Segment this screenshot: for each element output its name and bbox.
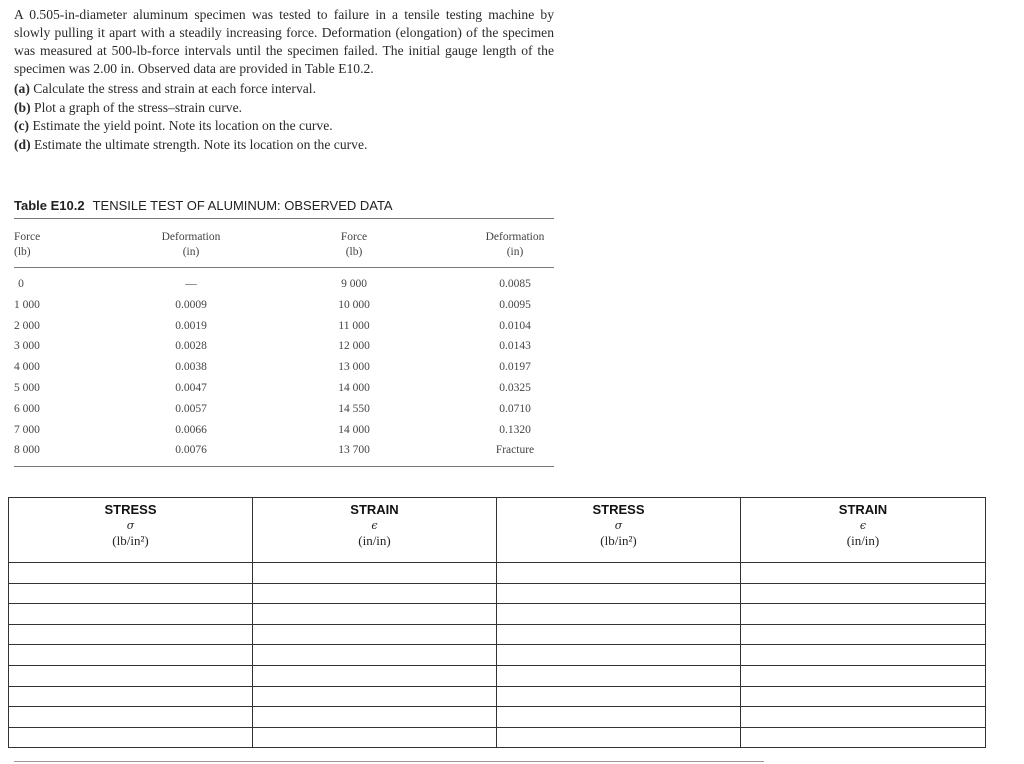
observed-cell: 0.0028 [175, 340, 207, 353]
worksheet-empty-cell[interactable] [9, 645, 253, 666]
observed-cell: 14 550 [338, 402, 370, 415]
observed-cell: 14 000 [338, 382, 370, 394]
observed-cell: 3 000 [14, 340, 40, 353]
worksheet-empty-cell[interactable] [9, 604, 253, 625]
header-label: Force [14, 231, 41, 243]
observed-cell: 7 000 [14, 423, 40, 436]
header-unit: (lb) [345, 246, 363, 258]
worksheet-empty-cell[interactable] [497, 563, 741, 584]
worksheet-row [9, 645, 986, 666]
worksheet-header-row [9, 498, 986, 563]
observed-cell: 0.1320 [499, 423, 531, 436]
table-bottom-rule [14, 466, 554, 467]
observed-cell: 0.0085 [499, 278, 531, 290]
worksheet-empty-cell[interactable] [253, 563, 497, 584]
observed-cell: 0.0009 [175, 298, 207, 311]
worksheet-empty-cell[interactable] [497, 604, 741, 625]
part-d-label: (d) [14, 136, 31, 152]
page-bottom-rule [14, 761, 764, 762]
part-c-label: (c) [14, 118, 30, 133]
worksheet-empty-cell[interactable] [253, 624, 497, 645]
worksheet-empty-cell[interactable] [741, 583, 986, 604]
sigma-symbol: σ [126, 519, 135, 532]
header-unit: (in/in) [846, 533, 880, 548]
observed-cell: 0.0143 [499, 340, 531, 353]
worksheet-empty-cell[interactable] [741, 645, 986, 666]
header-unit: (lb/in²) [600, 533, 637, 548]
part-c [14, 117, 554, 136]
part-d [14, 136, 554, 155]
worksheet-empty-cell[interactable] [253, 645, 497, 666]
header-unit: (lb) [14, 246, 31, 258]
header-title: STRAIN [838, 502, 888, 517]
worksheet-row [9, 624, 986, 645]
observed-cell: 0.0325 [499, 382, 531, 394]
observed-cell: 0.0104 [499, 319, 531, 332]
epsilon-symbol: ϵ [371, 519, 378, 532]
worksheet-row [9, 707, 986, 728]
observed-cell: 14 000 [338, 423, 370, 436]
worksheet-empty-cell[interactable] [741, 665, 986, 686]
header-deformation-1 [150, 230, 232, 260]
header-force-1 [14, 230, 40, 260]
worksheet-empty-cell[interactable] [497, 686, 741, 707]
header-unit: (in/in) [358, 533, 391, 548]
part-a-text: Calculate the stress and strain at each force interval. [33, 81, 316, 96]
worksheet-empty-cell[interactable] [9, 727, 253, 748]
worksheet-header-stress-1 [9, 498, 253, 563]
observed-cell: 12 000 [338, 340, 370, 353]
observed-cell: 8 000 [14, 444, 40, 457]
worksheet-empty-cell[interactable] [9, 624, 253, 645]
part-c-text: Estimate the yield point. Note its location on the curve. [32, 118, 333, 133]
observed-cell: 0.0710 [499, 402, 531, 415]
worksheet-row [9, 686, 986, 707]
header-title: STRESS [592, 502, 645, 517]
observed-cell: 11 000 [338, 319, 370, 332]
header-label: Force [340, 231, 368, 243]
header-unit: (in) [182, 246, 200, 258]
header-title: STRAIN [350, 502, 399, 517]
worksheet-empty-cell[interactable] [253, 604, 497, 625]
observed-cell: 0 [18, 278, 24, 290]
part-d-text: Estimate the ultimate strength. Note its location on the curve. [34, 136, 368, 152]
worksheet-header-stress-2 [497, 498, 741, 563]
worksheet-empty-cell[interactable] [253, 583, 497, 604]
epsilon-symbol: ϵ [859, 519, 867, 532]
worksheet-empty-cell[interactable] [253, 727, 497, 748]
table-title: TENSILE TEST OF ALUMINUM: OBSERVED DATA [92, 198, 393, 213]
worksheet-empty-cell[interactable] [253, 665, 497, 686]
observed-cell: 0.0197 [499, 361, 531, 374]
worksheet-empty-cell[interactable] [253, 707, 497, 728]
table-header-rule [14, 267, 554, 268]
observed-cell: 0.0066 [175, 423, 207, 436]
observed-cell: 13 000 [338, 361, 370, 374]
table-top-rule [14, 218, 554, 219]
observed-cell: 0.0095 [499, 298, 531, 311]
worksheet-empty-cell[interactable] [741, 727, 986, 748]
observed-cell: 6 000 [14, 402, 40, 415]
worksheet-row [9, 727, 986, 748]
observed-cell: 0.0057 [175, 402, 207, 415]
problem-parts [14, 80, 554, 154]
worksheet-empty-cell[interactable] [9, 707, 253, 728]
observed-cell: 5 000 [14, 382, 40, 394]
header-label: Deformation [161, 231, 221, 243]
header-force-2 [330, 230, 378, 260]
observed-cell: 0.0019 [175, 319, 207, 332]
observed-cell: — [185, 278, 197, 290]
problem-statement [14, 6, 554, 154]
observed-table-caption [14, 198, 393, 213]
worksheet-empty-cell[interactable] [741, 624, 986, 645]
problem-intro: A 0.505-in-diameter aluminum specimen was tested to failure in a tensile testing machine by slowly pulling it apart with a steadily increasing force. Deformation (elongation) of the specimen was measured at 500-lb-force intervals until the specimen failed. The initial gauge length of the specimen was 2.00 in. Observed data are provided in Table E10.2. [14, 7, 554, 76]
worksheet-row [9, 604, 986, 625]
part-b [14, 99, 554, 118]
part-a-label: (a) [14, 81, 30, 96]
worksheet-empty-cell[interactable] [497, 645, 741, 666]
worksheet-empty-cell[interactable] [497, 624, 741, 645]
worksheet-row [9, 563, 986, 584]
part-b-text: Plot a graph of the stress–strain curve. [34, 99, 243, 115]
sigma-symbol: σ [614, 519, 623, 532]
worksheet-empty-cell[interactable] [9, 583, 253, 604]
worksheet-empty-cell[interactable] [497, 707, 741, 728]
observed-cell: 0.0038 [175, 361, 207, 374]
table-number: Table E10.2 [14, 198, 85, 213]
worksheet-empty-cell[interactable] [9, 686, 253, 707]
worksheet-empty-cell[interactable] [497, 727, 741, 748]
worksheet-empty-cell[interactable] [497, 665, 741, 686]
worksheet-empty-cell[interactable] [253, 686, 497, 707]
header-unit: (in) [506, 246, 524, 258]
worksheet-header-strain-2 [741, 498, 986, 563]
worksheet-row [9, 583, 986, 604]
worksheet-empty-cell[interactable] [741, 707, 986, 728]
observed-cell: 4 000 [14, 361, 40, 374]
worksheet-empty-cell[interactable] [497, 583, 741, 604]
part-b-label: (b) [14, 99, 31, 115]
worksheet-row [9, 665, 986, 686]
worksheet-empty-cell[interactable] [9, 563, 253, 584]
observed-cell: 0.0076 [175, 444, 207, 457]
worksheet-empty-cell[interactable] [741, 686, 986, 707]
part-a [14, 80, 554, 99]
observed-cell: 0.0047 [175, 382, 207, 394]
header-deformation-2 [474, 230, 556, 260]
worksheet-empty-cell[interactable] [9, 665, 253, 686]
worksheet-empty-cell[interactable] [741, 563, 986, 584]
observed-cell: 2 000 [14, 319, 40, 332]
stress-strain-worksheet-table [8, 497, 986, 748]
observed-cell: Fracture [495, 444, 535, 457]
worksheet-empty-cell[interactable] [741, 604, 986, 625]
worksheet-header-strain-1 [253, 498, 497, 563]
header-title: STRESS [104, 502, 157, 517]
header-label: Deformation [485, 231, 545, 243]
observed-cell: 9 000 [341, 278, 367, 290]
observed-cell: 1 000 [14, 298, 40, 311]
observed-cell: 13 700 [338, 444, 370, 457]
header-unit: (lb/in²) [112, 533, 149, 548]
observed-cell: 10 000 [338, 298, 370, 311]
